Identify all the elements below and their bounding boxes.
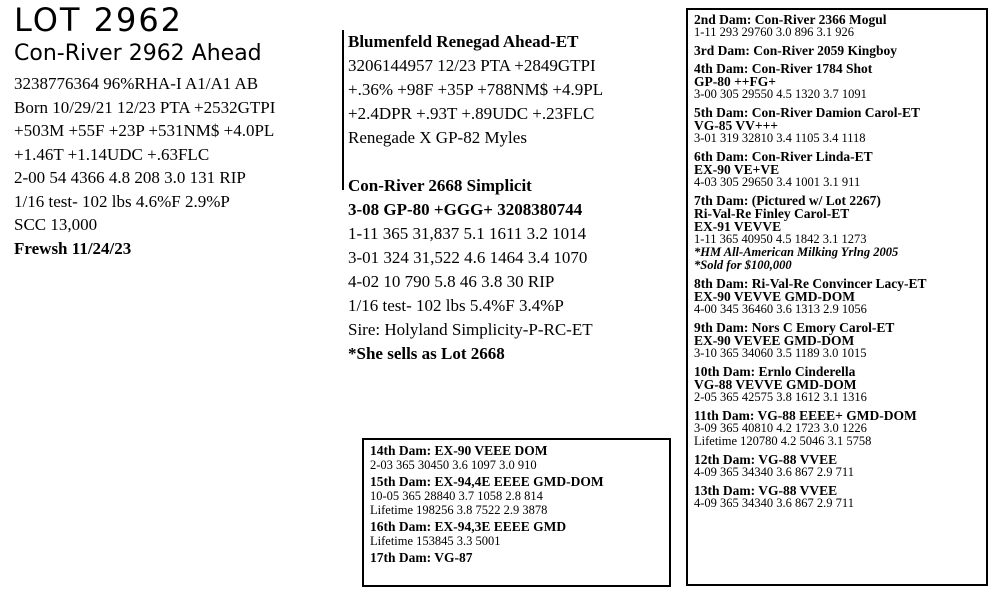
dam-entry [370, 551, 669, 565]
dam-heading: 8th Dam: Ri-Val-Re Convincer Lacy-ET [694, 276, 927, 291]
dam-heading: VG-88 VEVVE GMD-DOM [694, 377, 857, 392]
dam-entry [694, 321, 986, 360]
dam-entry [694, 62, 986, 101]
dam-line: 3-01 324 31,522 4.6 1464 3.4 1070 [348, 248, 588, 267]
column-divider [342, 30, 344, 190]
fresh-date: Frewsh 11/24/23 [14, 238, 132, 258]
production-record: 2-00 54 4366 4.8 208 3.0 131 RIP [14, 168, 246, 187]
dam-entry [694, 453, 986, 479]
registration-line: 3238776364 96%RHA-I A1/A1 AB [14, 74, 259, 93]
maternal-pedigree-box [686, 8, 988, 586]
dam-heading: 13th Dam: VG-88 VVEE [694, 483, 838, 498]
dam-record: 1-11 293 29760 3.0 896 3.1 926 [694, 25, 854, 39]
scc-line: SCC 13,000 [14, 215, 98, 234]
dam-entry [694, 277, 986, 316]
dam-line: 1-11 365 31,837 5.1 1611 3.2 1014 [348, 224, 587, 243]
sire-line: +.36% +98F +35P +788NM$ +4.9PL [348, 80, 604, 99]
sire-line: 3206144957 12/23 PTA +2849GTPI [348, 56, 596, 75]
dam-heading: 10th Dam: Ernlo Cinderella [694, 364, 856, 379]
dam-record: Lifetime 120780 4.2 5046 3.1 5758 [694, 434, 872, 448]
dam-heading: 6th Dam: Con-River Linda-ET [694, 149, 873, 164]
dam-entry [694, 150, 986, 189]
dam-entry [694, 44, 986, 57]
cow-name: Con-River 2962 Ahead [14, 41, 262, 66]
sire-line: +2.4DPR +.93T +.89UDC +.23FLC [348, 104, 595, 123]
dam-record: 4-09 365 34340 3.6 867 2.9 711 [694, 496, 854, 510]
dam-heading: EX-90 VEVEE GMD-DOM [694, 333, 855, 348]
dam-record: 3-09 365 40810 4.2 1723 3.0 1226 [694, 421, 867, 435]
lower-pedigree-box [362, 438, 671, 587]
cow-details [14, 72, 275, 260]
dam-heading: 12th Dam: VG-88 VVEE [694, 452, 838, 467]
birth-pta-line: Born 10/29/21 12/23 PTA +2532GTPI [14, 97, 276, 117]
dam-record: 2-03 365 30450 3.6 1097 3.0 910 [370, 458, 537, 472]
sells-note: *She sells as Lot 2668 [348, 344, 505, 363]
dam-entry [694, 365, 986, 404]
dam-entry [694, 194, 986, 272]
dam-record: 4-00 345 36460 3.6 1313 2.9 1056 [694, 302, 867, 316]
dam-heading: 16th Dam: EX-94,3E EEEE GMD [370, 519, 567, 534]
dam-classification: 3-08 GP-80 +GGG+ 3208380744 [348, 200, 583, 219]
dam-heading: 9th Dam: Nors C Emory Carol-ET [694, 320, 895, 335]
dam-record: 3-01 319 32810 3.4 1105 3.4 1118 [694, 131, 866, 145]
dam-entry [370, 444, 669, 472]
dam-entry [694, 409, 986, 448]
dam-record: Lifetime 153845 3.3 5001 [370, 534, 501, 548]
dam-record: 4-03 305 29650 3.4 1001 3.1 911 [694, 175, 861, 189]
dam-heading: GP-80 ++FG+ [694, 74, 776, 89]
dam-entry [694, 106, 986, 145]
dam-record: 10-05 365 28840 3.7 1058 2.8 814 [370, 489, 543, 503]
pta-line-3: +1.46T +1.14UDC +.63FLC [14, 144, 210, 164]
dam-heading: VG-85 VV+++ [694, 118, 778, 133]
dam-line: 4-02 10 790 5.8 46 3.8 30 RIP [348, 272, 555, 291]
dam-entry [370, 520, 669, 548]
dam-heading: 7th Dam: (Pictured w/ Lot 2267) [694, 193, 881, 208]
dam-heading: 3rd Dam: Con-River 2059 Kingboy [694, 43, 898, 58]
dam-record: 1-11 365 40950 4.5 1842 3.1 1273 [694, 232, 867, 246]
lot-title: LOT 2962 [14, 1, 184, 39]
dam-record: 3-00 305 29550 4.5 1320 3.7 1091 [694, 87, 867, 101]
dam-heading: 2nd Dam: Con-River 2366 Mogul [694, 12, 887, 27]
dam-heading: Ri-Val-Re Finley Carol-ET [694, 206, 850, 221]
dam-heading: 5th Dam: Con-River Damion Carol-ET [694, 105, 920, 120]
dam-heading: 17th Dam: VG-87 [370, 550, 473, 565]
dam-heading: EX-90 VEVVE GMD-DOM [694, 289, 855, 304]
pta-line-2: +503M +55F +23P +531NM$ +4.0PL [14, 121, 275, 140]
dam-entry [370, 475, 669, 517]
dam-record: Lifetime 198256 3.8 7522 2.9 3878 [370, 503, 548, 517]
dam-line: 1/16 test- 102 lbs 5.4%F 3.4%P [348, 296, 564, 315]
sire-line: Renegade X GP-82 Myles [348, 128, 527, 147]
dam-record: 2-05 365 42575 3.8 1612 3.1 1316 [694, 390, 867, 404]
dam-note: *HM All-American Milking Yrlng 2005 [694, 245, 899, 259]
sire-name: Blumenfeld Renegad Ahead-ET [348, 32, 579, 51]
dam-heading: 14th Dam: EX-90 VEEE DOM [370, 443, 548, 458]
pedigree-middle [348, 30, 603, 366]
dam-line: Sire: Holyland Simplicity-P-RC-ET [348, 320, 593, 339]
dam-note: *Sold for $100,000 [694, 258, 792, 272]
dam-heading: 15th Dam: EX-94,4E EEEE GMD-DOM [370, 474, 604, 489]
dam-record: 3-10 365 34060 3.5 1189 3.0 1015 [694, 346, 867, 360]
dam-heading: 4th Dam: Con-River 1784 Shot [694, 61, 873, 76]
dam-heading: EX-90 VE+VE [694, 162, 780, 177]
dam-record: 4-09 365 34340 3.6 867 2.9 711 [694, 465, 854, 479]
dam-heading: EX-91 VEVVE [694, 219, 782, 234]
dam-entry [694, 13, 986, 39]
dam-entry [694, 484, 986, 510]
spacer [348, 150, 603, 174]
dam-heading: 11th Dam: VG-88 EEEE+ GMD-DOM [694, 408, 917, 423]
dam-name: Con-River 2668 Simplicit [348, 176, 532, 195]
test-line: 1/16 test- 102 lbs 4.6%F 2.9%P [14, 191, 230, 211]
